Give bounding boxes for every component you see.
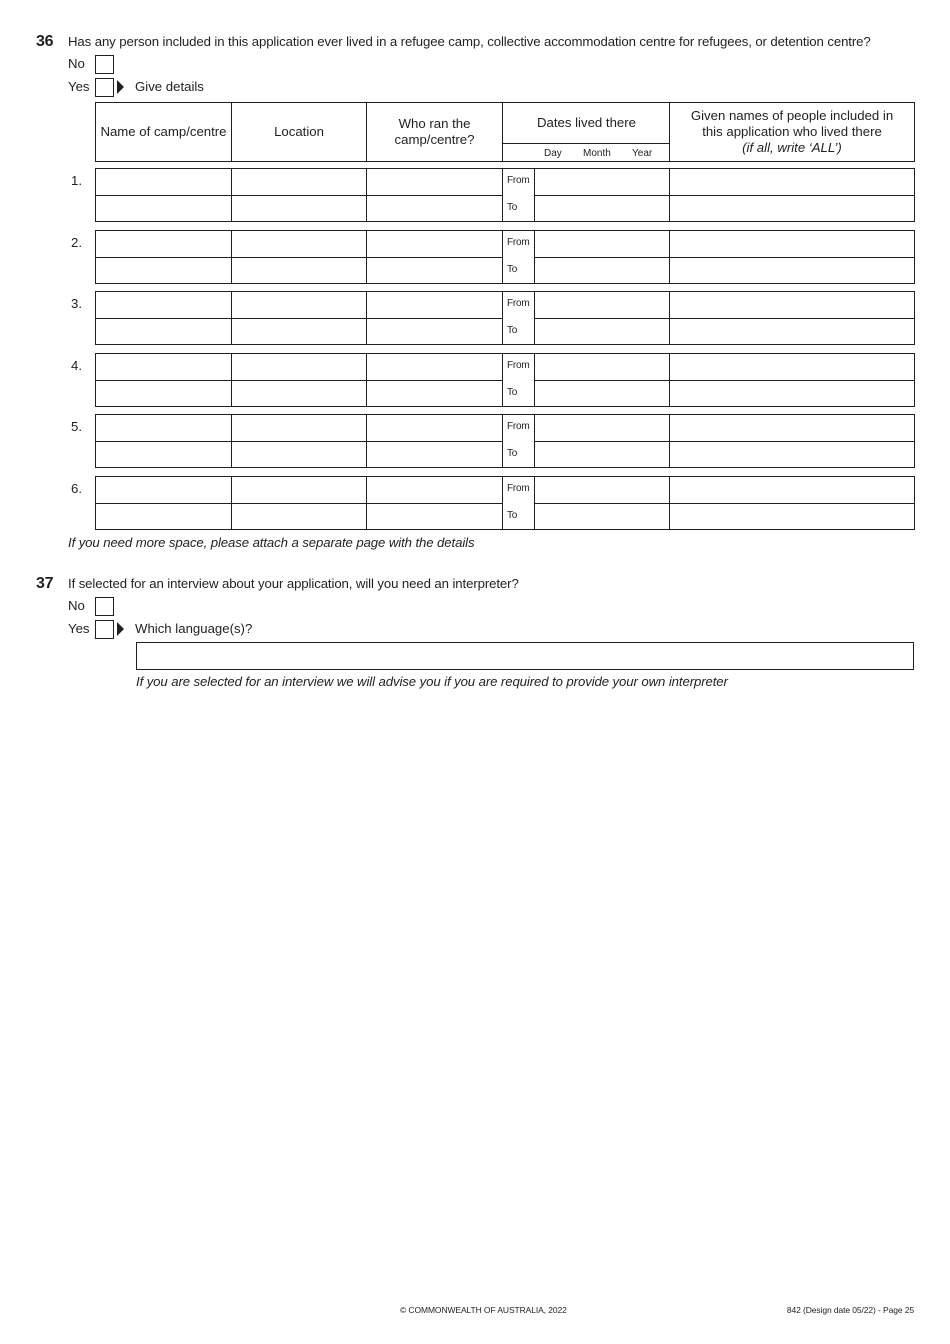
row-number: 3. xyxy=(71,296,82,311)
divider xyxy=(535,195,914,196)
divider xyxy=(96,195,503,196)
to-label: To xyxy=(507,510,518,521)
q36-question: Has any person included in this application ever lived in a refugee camp, collective accommodation centre for refugees, or detention centre? xyxy=(68,34,871,49)
q37-interpreter-note: If you are selected for an interview we will advise you if you are required to provide your own interpreter xyxy=(136,674,728,689)
row-number: 2. xyxy=(71,235,82,250)
header-month: Month xyxy=(583,148,611,159)
divider xyxy=(96,380,503,381)
table-row xyxy=(95,291,915,345)
divider xyxy=(503,143,669,144)
header-given-names-label: Given names of people included in this application who lived there xyxy=(690,108,894,139)
q36-no-checkbox[interactable] xyxy=(95,55,114,74)
divider xyxy=(535,380,914,381)
from-label: From xyxy=(507,421,530,432)
header-name-of-camp: Name of camp/centre xyxy=(96,103,232,161)
header-location: Location xyxy=(232,103,367,161)
q37-yes-label: Yes xyxy=(68,621,90,636)
arrow-right-icon xyxy=(117,622,124,636)
arrow-right-icon xyxy=(117,80,124,94)
header-day: Day xyxy=(544,148,562,159)
to-label: To xyxy=(507,387,518,398)
footer-form-info: 842 (Design date 05/22) - Page 25 xyxy=(786,1305,914,1315)
q37-yes-checkbox[interactable] xyxy=(95,620,114,639)
from-label: From xyxy=(507,298,530,309)
q36-yes-label: Yes xyxy=(68,79,90,94)
row-number: 6. xyxy=(71,481,82,496)
table-row xyxy=(95,414,915,468)
divider xyxy=(96,441,503,442)
header-year: Year xyxy=(632,148,653,159)
header-who-ran: Who ran the camp/centre? xyxy=(367,103,503,161)
q37-question: If selected for an interview about your application, will you need an interpreter? xyxy=(68,576,519,591)
footer-copyright: © COMMONWEALTH OF AUSTRALIA, 2022 xyxy=(400,1305,567,1315)
row-number: 4. xyxy=(71,358,82,373)
q36-give-details: Give details xyxy=(135,79,204,94)
divider xyxy=(535,441,914,442)
to-label: To xyxy=(507,448,518,459)
table-row xyxy=(95,168,915,222)
q37-number: 37 xyxy=(36,575,54,592)
q37-which-language: Which language(s)? xyxy=(135,621,253,636)
table-row xyxy=(95,230,915,284)
divider xyxy=(96,318,503,319)
header-given-names-note: (if all, write ‘ALL’) xyxy=(742,140,842,155)
from-label: From xyxy=(507,175,530,186)
q36-more-space-note: If you need more space, please attach a separate page with the details xyxy=(68,535,475,550)
divider xyxy=(535,257,914,258)
q37-no-label: No xyxy=(68,598,85,613)
from-label: From xyxy=(507,483,530,494)
divider xyxy=(96,503,503,504)
row-number: 5. xyxy=(71,419,82,434)
row-number: 1. xyxy=(71,173,82,188)
header-dates xyxy=(503,103,670,161)
q36-number: 36 xyxy=(36,33,54,50)
header-given-names xyxy=(670,103,914,161)
divider xyxy=(535,318,914,319)
to-label: To xyxy=(507,325,518,336)
q36-table-header xyxy=(95,102,915,162)
from-label: From xyxy=(507,360,530,371)
q37-language-input[interactable] xyxy=(136,642,914,670)
q37-no-checkbox[interactable] xyxy=(95,597,114,616)
header-dates-label: Dates lived there xyxy=(537,115,636,130)
table-row xyxy=(95,353,915,407)
divider xyxy=(535,503,914,504)
table-row xyxy=(95,476,915,530)
q36-yes-checkbox[interactable] xyxy=(95,78,114,97)
to-label: To xyxy=(507,264,518,275)
from-label: From xyxy=(507,237,530,248)
to-label: To xyxy=(507,202,518,213)
q36-no-label: No xyxy=(68,56,85,71)
divider xyxy=(96,257,503,258)
